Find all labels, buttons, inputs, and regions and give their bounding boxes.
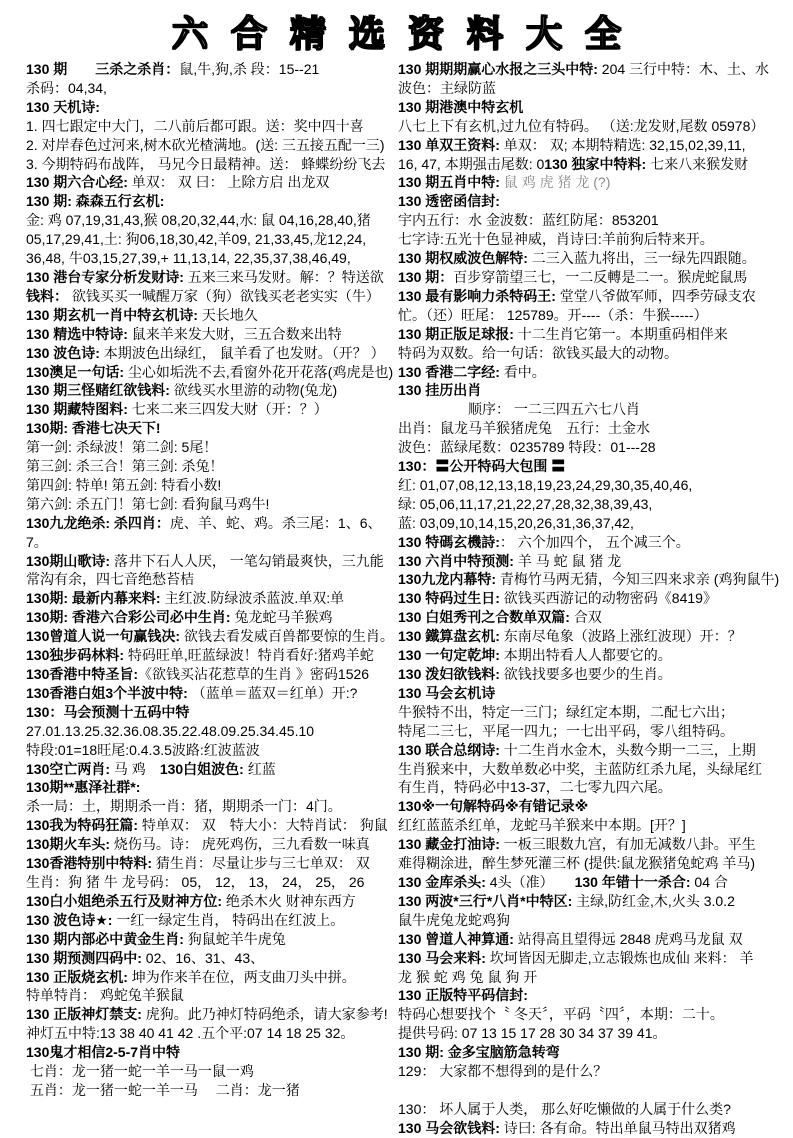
label-text: 宇内五行：水 金波数：蓝红防尾：853201: [398, 212, 659, 229]
label-text: 特尾二三七，平尾一四九；一七出平码，零八组特码。: [398, 722, 734, 739]
text-line: [398, 722, 793, 741]
label-text: 蓝: 03,09,10,14,15,20,26,31,36,37,42,: [398, 514, 634, 531]
text-line: [26, 835, 394, 854]
text-line: [398, 457, 793, 476]
label-bold: 130 天机诗:: [26, 98, 100, 115]
label-bold: 130 期五肖中特:: [398, 174, 500, 191]
text-line: [26, 98, 394, 117]
text-line: [398, 438, 793, 457]
text-line: [26, 457, 394, 476]
label-text: 诗曰: 各有命。特出单鼠马特出双猪鸡: [499, 1119, 736, 1136]
text-line: [398, 854, 793, 873]
label-bold: 130 期正版足球报:: [398, 325, 514, 342]
label-text: 十二生肖它第一。本期重码相伴来: [513, 325, 728, 342]
text-line: [398, 684, 793, 703]
label-bold: 130澳足一句话:: [26, 363, 125, 380]
text-line: [398, 1062, 793, 1081]
text-line: [398, 1043, 793, 1062]
label-text: 1. 四七跟定中大门，二八前后都可跟。送：奖中四十喜: [26, 117, 364, 134]
label-text: 特码旺单,旺蓝绿波！特肖看好:猪鸡羊蛇: [124, 647, 374, 664]
text-line: [398, 173, 793, 192]
text-line: [398, 949, 793, 968]
label-text: 忙。（还）旺尾： 125789。开----（杀：牛猴-----）: [398, 306, 708, 323]
text-line: [398, 968, 793, 987]
text-line: [26, 344, 394, 363]
label-bold: 130 特碼玄機詩:: [398, 533, 500, 550]
label-text: 青梅竹马两无猜，今知三四来求亲 (鸡狗鼠牛): [496, 571, 780, 588]
label-bold: 130香港白姐3个半波中特:: [26, 684, 188, 701]
label-text: 虎、羊、蛇、鸡。杀三尾：1、6、7。: [26, 514, 382, 550]
label-text: ： 六个加四个， 五个减三个。: [499, 533, 690, 550]
label-bold: 130 正版特平码信封:: [398, 987, 528, 1004]
label-bold: 130 联合总纲诗:: [398, 741, 500, 758]
text-line: [398, 381, 793, 400]
label-bold: 130：〓公开特码大包围 〓: [398, 458, 566, 475]
text-line: [26, 873, 394, 892]
label-text: 杀一局：土，期期杀一肖：猪，期期杀一门：4门。: [26, 798, 342, 815]
text-line: [26, 1043, 394, 1062]
text-line: [26, 797, 394, 816]
label-text: 落井下石人人厌， 一笔勾销最爽快，三九能: [110, 552, 384, 569]
label-bold: 130期**惠泽社群*:: [26, 779, 141, 796]
label-bold: 130 六肖中特预测:: [398, 552, 514, 569]
label-text: 特单特肖： 鸡蛇兔羊猴鼠: [26, 987, 184, 1004]
text-line: [398, 419, 793, 438]
text-line: [398, 797, 793, 816]
label-text: 204 三行中特：木、土、水: [597, 61, 770, 77]
label-bold: 130 藏金打油诗:: [398, 836, 500, 853]
text-line: [26, 589, 394, 608]
text-line: [398, 400, 793, 419]
label-text: 顺序： 一二三四五六七八肖: [398, 401, 640, 418]
label-bold: 130九龙绝杀: 杀四肖：: [26, 514, 170, 531]
label-bold: 130 单双王资料:: [398, 136, 500, 153]
text-line: [26, 1081, 394, 1100]
text-line: [398, 60, 793, 79]
text-line: [26, 608, 394, 627]
text-line: [26, 665, 394, 684]
text-line: [398, 552, 793, 571]
label-text: 2. 对岸春色过河来,树木砍光楂满地。(送: 三五接五配一三): [26, 136, 385, 153]
label-text: 主绿,防红金,木,火头 3.0.2: [572, 892, 735, 909]
label-bold: 130：马会预测十五码中特: [26, 703, 190, 720]
label-text: 有生肖，特码必中13-37，二七零九四六尾。: [398, 779, 672, 796]
label-text: 生肖猴来中，大数单数必中奖，主蓝防红杀九尾，头绿尾红: [398, 760, 762, 777]
label-bold: 130 独家中特料:: [544, 155, 647, 172]
content-columns: [0, 60, 793, 1138]
text-line: [26, 854, 394, 873]
text-line: [398, 1100, 793, 1119]
label-text: 波色：蓝绿尾数：0235789 特段：01---28: [398, 439, 656, 456]
label-bold: 130 泼妇欲钱料:: [398, 666, 500, 682]
text-line: [398, 1005, 793, 1024]
text-line: [26, 684, 394, 703]
text-line: [398, 589, 793, 608]
left-column: [0, 60, 394, 1100]
text-line: [398, 646, 793, 665]
label-text: 欲线买水里游的动物(兔龙): [169, 382, 338, 399]
text-line: [398, 211, 793, 230]
label-bold: 130 期: 金多宝脑筋急转弯: [398, 1044, 560, 1061]
text-line: [26, 211, 394, 230]
label-text: 杀码：04,34,: [26, 79, 107, 96]
label-text: 七肖：龙一猪一蛇一羊一马一鼠一鸡: [26, 1063, 254, 1080]
text-line: [26, 117, 394, 136]
text-line: [398, 325, 793, 344]
label-text: 红: 01,07,08,12,13,18,19,23,24,29,30,35,40,46,: [398, 476, 693, 493]
label-text: 本期出特看人人都要它的。: [499, 647, 672, 664]
label-bold: 130 港台专家分析发财诗:: [26, 268, 184, 285]
text-line: [26, 155, 394, 174]
label-bold: 130 波色诗:: [26, 344, 100, 361]
label-text: 合双: [569, 609, 602, 626]
label-text: 兔龙蛇马羊猴鸡: [230, 609, 333, 626]
text-line: [398, 930, 793, 949]
label-bold: 130 期六合心经:: [26, 174, 128, 191]
label-text: 欲钱去看发威百兽都要惊的生肖。: [180, 628, 394, 645]
text-line: [398, 892, 793, 911]
text-line: [26, 60, 394, 79]
label-bold: 130 精选中特诗:: [26, 325, 128, 342]
label-bold: 130 鐵算盘玄机:: [398, 628, 500, 645]
label-bold: 130 透密函信封:: [398, 193, 500, 210]
text-line: [398, 911, 793, 930]
label-text: 五来三来马发财。解：？特送欲: [183, 268, 384, 285]
text-line: [398, 287, 793, 306]
label-text: 羊 马 蛇 鼠 猪 龙: [513, 552, 622, 569]
label-bold: 130 正版神灯禁支:: [26, 1006, 142, 1023]
text-line: [26, 930, 394, 949]
label-text: 堂堂八爷做军师，四季劳碌支农: [555, 287, 756, 304]
label-text: 看中。: [499, 363, 546, 380]
label-text: 站得高且望得远 2848 虎鸡马龙鼠 双: [513, 930, 743, 947]
text-line: [398, 495, 793, 514]
text-line: [26, 1062, 394, 1081]
label-text: 《欲钱买沾花惹草的生肖 》密码1526: [138, 666, 370, 682]
text-line: [26, 419, 394, 438]
label-text: 鼠 鸡 虎 猪 龙 (?): [499, 174, 611, 191]
label-bold: 130 马会欲钱料:: [398, 1119, 500, 1136]
label-bold: 130 白姐秀刊之合数单双篇:: [398, 609, 570, 626]
label-bold: 130 期玄机一肖中特玄机诗:: [26, 306, 198, 323]
label-text: 出肖：鼠龙马羊猴猪虎兔 五行：土金水: [398, 420, 650, 437]
label-text: 第一剑: 杀绿波！第二剑: 5尾！: [26, 439, 218, 456]
label-bold: 130鬼才相信2-5-7肖中特: [26, 1044, 181, 1061]
label-bold: 130我为特码狂篇:: [26, 817, 139, 834]
label-bold: 钱料：: [26, 287, 68, 304]
label-text: 七来二来三四发大财（开：？）: [127, 401, 328, 418]
label-text: 虎狗。此乃神灯特码绝杀，请大家参考!: [141, 1006, 388, 1023]
text-line: [26, 495, 394, 514]
text-line: [26, 192, 394, 211]
right-column: [394, 60, 793, 1138]
label-bold: 130 挂历出肖: [398, 382, 482, 399]
text-line: [398, 608, 793, 627]
label-bold: 130期: 最新内幕来料:: [26, 590, 161, 607]
label-text: 烧伤马。诗： 虎死鸡伤，三九看数一味真: [110, 836, 370, 853]
text-line: [398, 533, 793, 552]
label-text: 特码为双数。给一句话：欲钱买最大的动物。: [398, 344, 678, 361]
text-line: [398, 249, 793, 268]
label-text: 04 合: [690, 873, 728, 890]
label-bold: 130 期三怪赌红欲钱料:: [26, 382, 170, 399]
label-bold: 130期山歌诗:: [26, 552, 111, 569]
label-bold: 130香港中特圣旨:: [26, 666, 139, 682]
text-line: [26, 968, 394, 987]
label-text: 波色：主绿防蓝: [398, 79, 496, 96]
label-bold: 130 金库杀头:: [398, 873, 486, 890]
label-text: 马 鸡: [110, 760, 160, 777]
text-line: [26, 1005, 394, 1024]
label-bold: 130独步码林料:: [26, 647, 125, 664]
text-line: [398, 514, 793, 533]
label-bold: 130 期藏特图料:: [26, 401, 128, 418]
label-text: 十二生肖水金木，头数今期一二三，上期: [499, 741, 756, 758]
label-bold: 130※一句解特码※有错记录※: [398, 798, 589, 815]
text-line: [398, 760, 793, 779]
label-text: 3. 今期特码布战阵， 马兄今日最精神。送： 蜂蝶纷纷飞去: [26, 155, 386, 172]
label-bold: 130白小姐绝杀五行及财神方位:: [26, 892, 223, 909]
label-text: 36,48, 牛03,15,27,39,+ 11,13,14, 22,35,37,38,46,49,: [26, 250, 351, 267]
label-text: 红红蓝蓝杀红单，龙蛇马羊猴来中本期。[开？]: [398, 817, 686, 834]
text-line: [398, 136, 793, 155]
label-bold: 130 马会来料:: [398, 949, 486, 966]
label-bold: 130 期港澳中特玄机: [398, 98, 524, 115]
text-line: [26, 986, 394, 1005]
label-bold: 130 期预测四码中:: [26, 949, 142, 966]
text-line: [398, 570, 793, 589]
label-bold: 130九龙内幕特:: [398, 571, 497, 588]
label-text: 130： 坏人属于人类， 那么好吃懒做的人属于什么类?: [398, 1100, 731, 1117]
label-text: 4头（准）: [485, 873, 575, 890]
text-line: [398, 306, 793, 325]
text-line: [398, 155, 793, 174]
label-text: 本期波色出绿红， 鼠羊看了也发财。（开？ ）: [99, 344, 385, 361]
label-text: 常沟有余，四七音绝愁苔桔: [26, 571, 194, 588]
label-text: 绿: 05,06,11,17,21,22,27,28,32,38,39,43,: [398, 495, 653, 512]
text-line: [26, 1024, 394, 1043]
text-line: [26, 438, 394, 457]
label-text: 猜生肖：尽量让步与三七单双： 双: [152, 855, 370, 872]
label-bold: 三杀之杀肖：: [95, 61, 180, 77]
label-text: 牛猴特不出，特定一三门；绿红定本期，二配七六出；: [398, 703, 734, 720]
text-line: [398, 230, 793, 249]
text-line: [398, 192, 793, 211]
label-text: （蓝单＝蓝双＝红单）开:?: [187, 684, 358, 701]
label-text: 鼠牛虎兔龙蛇鸡狗: [398, 911, 510, 928]
text-line: [26, 741, 394, 760]
text-line: [26, 627, 394, 646]
label-bold: 130曾道人说一句赢钱决:: [26, 628, 181, 645]
label-text: 第六剑: 杀五门！第七剑: 看狗鼠马鸡牛!: [26, 495, 270, 512]
text-line: [26, 476, 394, 495]
text-line: [26, 892, 394, 911]
label-text: 神灯五中特:13 38 40 41 42 .五个平:07 14 18 25 32。: [26, 1025, 355, 1042]
label-text: [67, 61, 95, 77]
text-line: [26, 268, 394, 287]
text-line: [26, 722, 394, 741]
label-text: 欲钱找要多也要少的生肖。: [499, 666, 672, 682]
label-text: 特码心想要找个〝 冬天〞，平码〝四〞，本期：二十。: [398, 1006, 724, 1023]
text-line: [26, 230, 394, 249]
label-text: 129： 大家都不想得到的是什么？: [398, 1063, 608, 1080]
label-bold: 130 一句定乾坤:: [398, 647, 500, 664]
label-text: 一板三眼数九宫，有加无减数八卦。平生: [499, 836, 756, 853]
label-text: 单双： 双; 本期特精选: 32,15,02,39,11,: [499, 136, 746, 153]
label-bold: 130 期：: [398, 268, 454, 285]
label-text: 27.01.13.25.32.36.08.35.22.48.09.25.34.45.10: [26, 722, 315, 739]
label-text: 05,17,29,41,土: 狗06,18,30,42,羊09, 21,33,45,龙12,24,: [26, 231, 367, 248]
text-line: [26, 381, 394, 400]
label-text: 难得糊涂进，醉生梦死灌三杯 (提供:鼠龙猴猪兔蛇鸡 羊马): [398, 855, 755, 872]
label-text: 八七上下有玄机,过九位有特码。 （送:龙发财,尾数 05978）: [398, 117, 765, 134]
label-text: 金: 鸡 07,19,31,43,猴 08,20,32,44,水: 鼠 04,16,28,40,猪: [26, 212, 371, 229]
label-text: 尘心如垢洗不去,看窗外花开花落(鸡虎是也): [124, 363, 394, 380]
label-text: 坎坷皆因无脚走,立志锻炼也成仙 来料： 羊: [485, 949, 754, 966]
text-line: [398, 117, 793, 136]
label-text: 主红波.防绿波杀蓝波.单双:单: [160, 590, 345, 607]
text-line: [398, 665, 793, 684]
label-bold: 130 期权威波色解特:: [398, 250, 528, 267]
text-line: [398, 363, 793, 382]
text-line: [398, 816, 793, 835]
text-line: [398, 835, 793, 854]
text-line: [398, 1081, 793, 1100]
text-line: [26, 287, 394, 306]
text-line: [26, 949, 394, 968]
label-text: 七字诗:五光十色显神威，肖诗曰:羊前狗后特来开。: [398, 231, 714, 248]
text-line: [26, 249, 394, 268]
label-bold: 130期: 香港七决天下!: [26, 420, 161, 437]
label-bold: 130 期: [26, 61, 68, 77]
label-text: 欲钱买买一喊醒万家（狗）欲钱买老老实实（牛）: [68, 287, 380, 304]
label-text: 单双： 双 曰： 上除方启 出龙双: [127, 174, 330, 191]
text-line: [26, 552, 394, 571]
text-line: [26, 570, 394, 589]
label-bold: 130白姐波色:: [159, 760, 244, 777]
text-line: [26, 760, 394, 779]
text-line: [398, 627, 793, 646]
label-bold: 130期: 香港六合彩公司必中生肖:: [26, 609, 231, 626]
label-bold: 130 马会玄机诗: [398, 684, 496, 701]
label-bold: 130 香港二字经:: [398, 363, 500, 380]
label-bold: 130 年错十一杀合:: [574, 873, 691, 890]
label-text: 特段:01=18旺尾:0.4.3.5波路:红波蓝波: [26, 741, 260, 758]
label-bold: 130 特码过生日:: [398, 590, 500, 607]
label-text: 百步穿箭望三七，一二反轉是二一。猴虎蛇鼠馬: [453, 268, 748, 285]
label-bold: 130 期期期赢心水报之三头中特:: [398, 61, 598, 77]
label-bold: 130 波色诗★:: [26, 911, 113, 928]
text-line: [26, 325, 394, 344]
text-line: [398, 344, 793, 363]
label-bold: 130 曾道人神算通:: [398, 930, 514, 947]
label-text: 天长地久: [197, 306, 258, 323]
text-line: [26, 363, 394, 382]
text-line: [398, 778, 793, 797]
text-line: [26, 514, 394, 552]
text-line: [398, 1024, 793, 1043]
label-text: 02、16、31、43、: [141, 949, 265, 966]
text-line: [398, 703, 793, 722]
label-text: 提供号码: 07 13 15 17 28 30 34 37 39 41。: [398, 1025, 667, 1042]
text-line: [26, 173, 394, 192]
label-bold: 130期火车头:: [26, 836, 111, 853]
text-line: [398, 268, 793, 287]
label-text: 二三入蓝九将出，三一绿先四跟随。: [527, 250, 756, 267]
text-line: [398, 986, 793, 1005]
label-bold: 130 期: 森森五行玄机:: [26, 193, 165, 210]
text-line: [26, 703, 394, 722]
label-text: 东南尽龟象（波路上涨红波现）开：？: [499, 628, 742, 645]
label-text: 绝杀木火 财神东西方: [222, 892, 356, 909]
label-text: 五肖：龙一猪一蛇一羊一马 二肖：龙一猪: [26, 1081, 300, 1098]
label-text: 16, 47, 本期强击尾数: 0: [398, 155, 545, 172]
label-text: 鼠,牛,狗,杀 段：15--21: [179, 61, 320, 77]
text-line: [398, 79, 793, 98]
text-line: [398, 1119, 793, 1138]
text-line: [398, 476, 793, 495]
text-line: [26, 306, 394, 325]
text-line: [26, 778, 394, 797]
label-text: 欲钱买西游记的动物密码《8419》: [499, 590, 717, 607]
text-line: [26, 400, 394, 419]
text-line: [398, 873, 793, 892]
label-text: 第三剑: 杀三合！第三剑: 杀兔！: [26, 458, 224, 475]
label-text: 一红一绿定生肖， 特码出在红波上。: [112, 911, 345, 928]
label-text: 红蓝: [243, 760, 276, 777]
text-line: [398, 741, 793, 760]
label-bold: 130 正版烧玄机:: [26, 968, 128, 985]
text-line: [26, 646, 394, 665]
text-line: [26, 79, 394, 98]
label-text: 龙 猴 蛇 鸡 兔 鼠 狗 开: [398, 968, 538, 985]
text-line: [26, 911, 394, 930]
text-line: [26, 136, 394, 155]
label-bold: 130空亡两肖:: [26, 760, 111, 777]
label-text: 生肖：狗 猪 牛 龙号码： 05， 12， 13， 24， 25， 26: [26, 873, 365, 890]
label-bold: 130香港特别中特料:: [26, 855, 153, 872]
label-text: 特单双： 双 特大小：大特肖试： 狗鼠: [138, 817, 388, 834]
text-line: [26, 816, 394, 835]
label-text: 七来八来猴发财: [646, 155, 749, 172]
label-text: 狗鼠蛇羊牛虎兔: [183, 930, 286, 947]
label-bold: 130 期内部必中黄金生肖:: [26, 930, 184, 947]
label-bold: 130 最有影响力杀特码王:: [398, 287, 556, 304]
page-title: 六合精选资料大全: [171, 13, 644, 54]
label-bold: 130 两波*三行*八肖*中特区:: [398, 892, 573, 909]
label-text: 鼠来羊来发大财，三五合数来出特: [127, 325, 342, 342]
label-text: 第四剑: 特单! 第五剑: 特看小数!: [26, 476, 222, 493]
text-line: [398, 98, 793, 117]
label-text: 坤为作来羊在位，两支曲刀头中拼。: [127, 968, 356, 985]
